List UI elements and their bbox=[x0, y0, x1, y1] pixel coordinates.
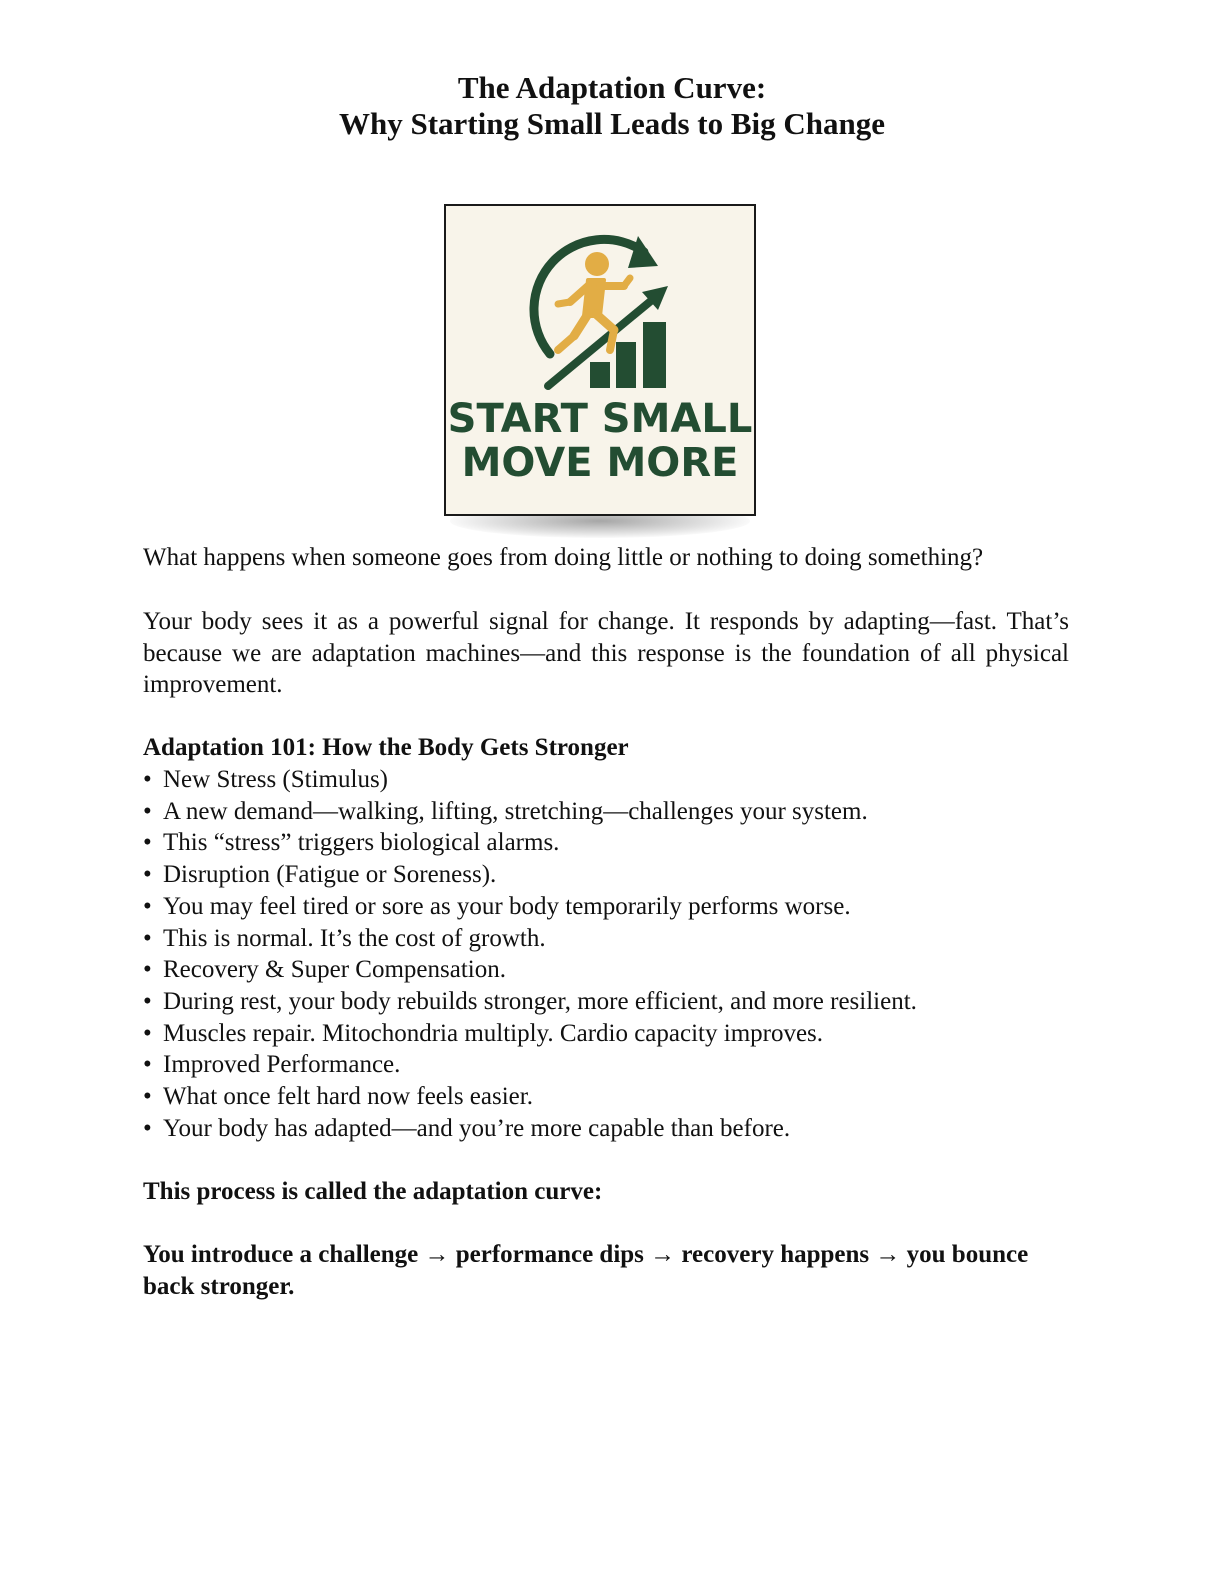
bullet-list bbox=[143, 764, 1069, 1144]
list-item: • Improved Performance. bbox=[143, 1049, 1069, 1081]
list-item: • Recovery & Super Compensation. bbox=[143, 954, 1069, 986]
bullet-icon: • bbox=[143, 1083, 152, 1111]
bullet-icon: • bbox=[143, 1019, 152, 1047]
bullet-icon: • bbox=[143, 924, 152, 952]
list-item: • What once felt hard now feels easier. bbox=[143, 1081, 1069, 1113]
logo-frame bbox=[444, 204, 756, 516]
bullet-icon: • bbox=[143, 829, 152, 857]
list-item: • You may feel tired or sore as your body temporarily performs worse. bbox=[143, 891, 1069, 923]
bullet-icon: • bbox=[143, 797, 152, 825]
list-item: • A new demand—walking, lifting, stretching—challenges your system. bbox=[143, 796, 1069, 828]
list-item: • Muscles repair. Mitochondria multiply. Cardio capacity improves. bbox=[143, 1018, 1069, 1050]
list-item: • This “stress” triggers biological alarms. bbox=[143, 827, 1069, 859]
chart-bar-1 bbox=[590, 362, 610, 388]
logo-text-start-small: START SMALL bbox=[447, 396, 753, 442]
intro-question: What happens when someone goes from doing little or nothing to doing something? bbox=[143, 544, 984, 571]
bullet-icon: • bbox=[143, 861, 152, 889]
walking-person-icon bbox=[558, 252, 630, 350]
chart-bar-2 bbox=[616, 342, 636, 388]
document-title: The Adaptation Curve: bbox=[457, 70, 767, 105]
conclusion-statement: This process is called the adaptation curve: bbox=[143, 1178, 603, 1205]
bullet-icon: • bbox=[143, 892, 152, 920]
bullet-icon: • bbox=[143, 987, 152, 1015]
start-small-logo bbox=[444, 204, 756, 516]
bullet-icon: • bbox=[143, 1051, 152, 1079]
list-item: • Your body has adapted—and you’re more capable than before. bbox=[143, 1113, 1069, 1145]
list-item: • Disruption (Fatigue or Soreness). bbox=[143, 859, 1069, 891]
bullet-icon: • bbox=[143, 1114, 152, 1142]
chart-bar-3 bbox=[643, 322, 666, 388]
list-item: • New Stress (Stimulus) bbox=[143, 764, 1069, 796]
document-subtitle: Why Starting Small Leads to Big Change bbox=[338, 106, 885, 141]
list-item: • During rest, your body rebuilds stronger, more efficient, and more resilient. bbox=[143, 986, 1069, 1018]
intro-paragraph: Your body sees it as a powerful signal for change. It responds by adapting—fast. That’s because we are adaptation machines—and this response is the foundation of all physical improvement. bbox=[143, 608, 1069, 699]
bullet-icon: • bbox=[143, 766, 152, 793]
logo-text-move-more: MOVE MORE bbox=[461, 440, 739, 486]
section-heading: Adaptation 101: How the Body Gets Stronger bbox=[143, 734, 629, 761]
list-item: • This is normal. It’s the cost of growth. bbox=[143, 923, 1069, 955]
bullet-icon: • bbox=[143, 956, 152, 984]
conclusion-summary: You introduce a challenge → performance dips → recovery happens → you bounce back stronger. bbox=[143, 1241, 1029, 1300]
